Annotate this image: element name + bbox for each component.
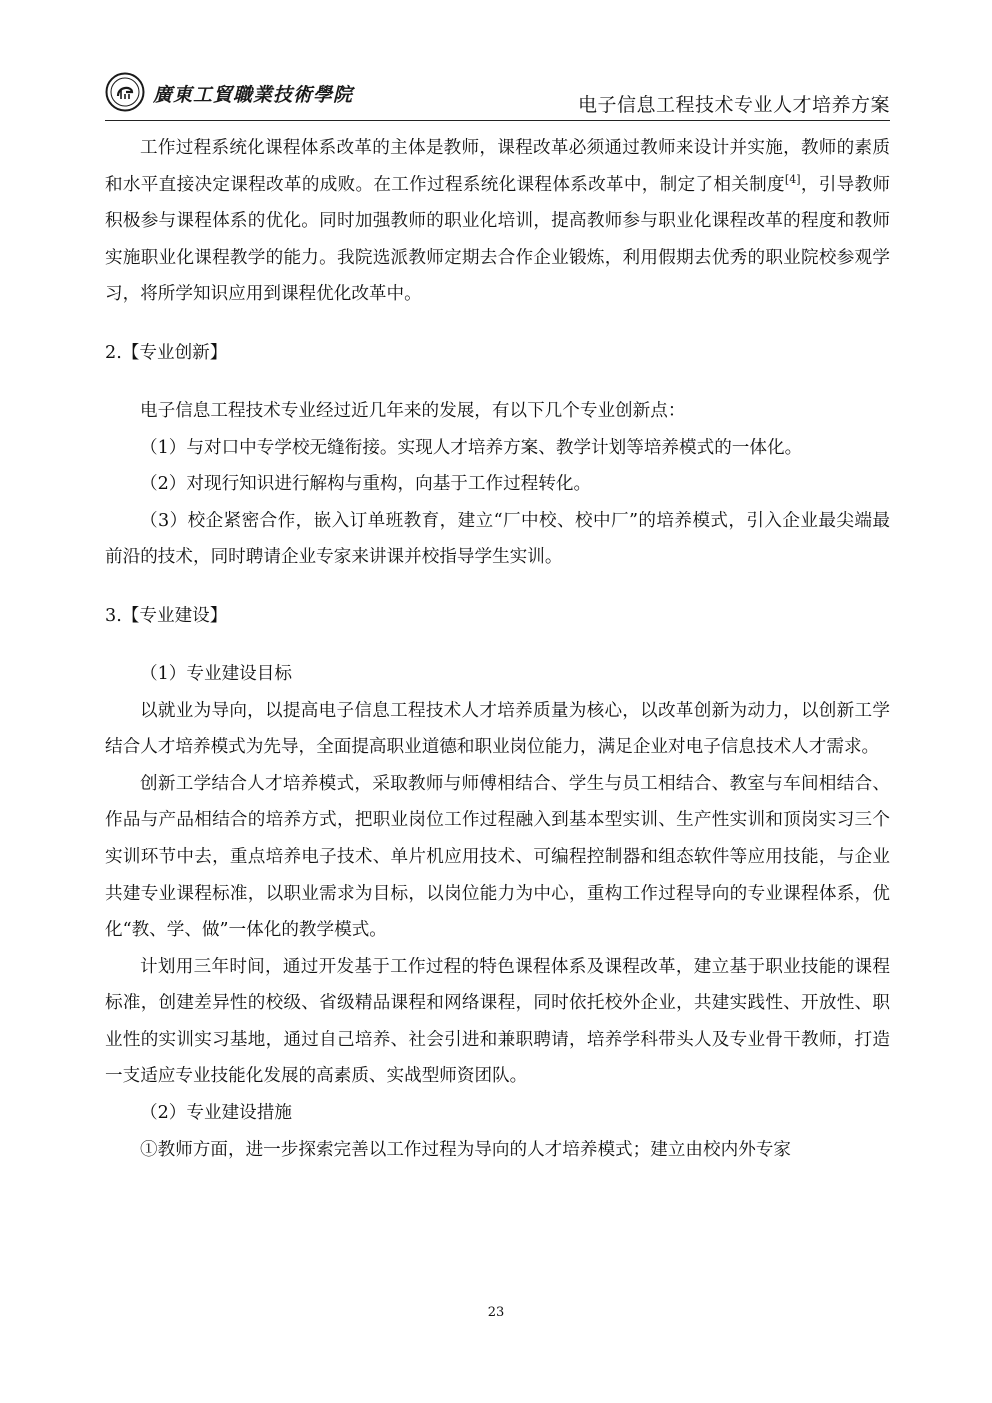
college-emblem-icon bbox=[105, 72, 145, 112]
innovation-item-1: （1）与对口中专学校无缝衔接。实现人才培养方案、教学计划等培养模式的一体化。 bbox=[140, 437, 803, 458]
section-heading-innovation: 2.【专业创新】 bbox=[105, 342, 228, 363]
page-content bbox=[105, 130, 890, 1168]
construction-subheading-goal: （1）专业建设目标 bbox=[140, 663, 292, 684]
section-heading-construction: 3.【专业建设】 bbox=[105, 605, 228, 626]
construction-model-paragraph: 创新工学结合人才培养模式，采取教师与师傅相结合、学生与员工相结合、教室与车间相结合、作品与产品相结合的培养方式，把职业岗位工作过程融入到基本型实训、生产性实训和顶岗实习三个实训环节中去，重点培养电子技术、单片机应用技术、可编程控制器和组态软件等应用技能，与企业共建专业课程标准，以职业需求为目标，以岗位能力为中心，重构工作过程导向的专业课程体系，优化“教、学、做”一体化的教学模式。 bbox=[105, 773, 890, 941]
construction-measures-paragraph: ①教师方面，进一步探索完善以工作过程为导向的人才培养模式；建立由校内外专家 bbox=[140, 1139, 791, 1160]
citation-ref: [4] bbox=[784, 172, 801, 186]
page-number: 23 bbox=[487, 1305, 505, 1320]
innovation-item-2: （2）对现行知识进行解构与重构，向基于工作过程转化。 bbox=[140, 474, 592, 495]
page-header bbox=[105, 68, 890, 120]
construction-plan-paragraph: 计划用三年时间，通过开发基于工作过程的特色课程体系及课程改革，建立基于职业技能的课程标准，创建差异性的校级、省级精品课程和网络课程，同时依托校外企业，共建实践性、开放性、职业性的实训实习基地，通过自己培养、社会引进和兼职聘请，培养学科带头人及专业骨干教师，打造一支适应专业技能化发展的高素质、实战型师资团队。 bbox=[105, 956, 890, 1087]
innovation-intro: 电子信息工程技术专业经过近几年来的发展，有以下几个专业创新点： bbox=[140, 400, 686, 421]
school-name: 廣東工貿職業技術學院 bbox=[153, 84, 354, 106]
innovation-item-3: （3）校企紧密合作，嵌入订单班教育，建立“厂中校、校中厂”的培养模式，引入企业最尖端最前沿的技术，同时聘请企业专家来讲课并校指导学生实训。 bbox=[105, 510, 890, 568]
header-divider bbox=[105, 120, 890, 121]
paragraph-text: 工作过程系统化课程体系改革的主体是教师，课程改革必须通过教师来设计并实施，教师的素质和水平直接决定课程改革的成败。在工作过程系统化课程体系改革中，制定了相关制度 bbox=[105, 138, 890, 195]
paragraph-teacher-reform bbox=[105, 130, 890, 313]
construction-goal-paragraph: 以就业为导向，以提高电子信息工程技术人才培养质量为核心，以改革创新为动力，以创新工学结合人才培养模式为先导，全面提高职业道德和职业岗位能力，满足企业对电子信息技术人才需求。 bbox=[105, 700, 890, 758]
construction-subheading-measures: （2）专业建设措施 bbox=[140, 1103, 292, 1124]
document-title: 电子信息工程技术专业人才培养方案 bbox=[577, 94, 890, 116]
paragraph-text: ，引导教师积极参与课程体系的优化。同时加强教师的职业化培训，提高教师参与职业化课程改革的程度和教师实施职业化课程教学的能力。我院选派教师定期去合作企业锻炼，利用假期去优秀的职业院校参观学习，将所学知识应用到课程优化改革中。 bbox=[105, 174, 890, 305]
